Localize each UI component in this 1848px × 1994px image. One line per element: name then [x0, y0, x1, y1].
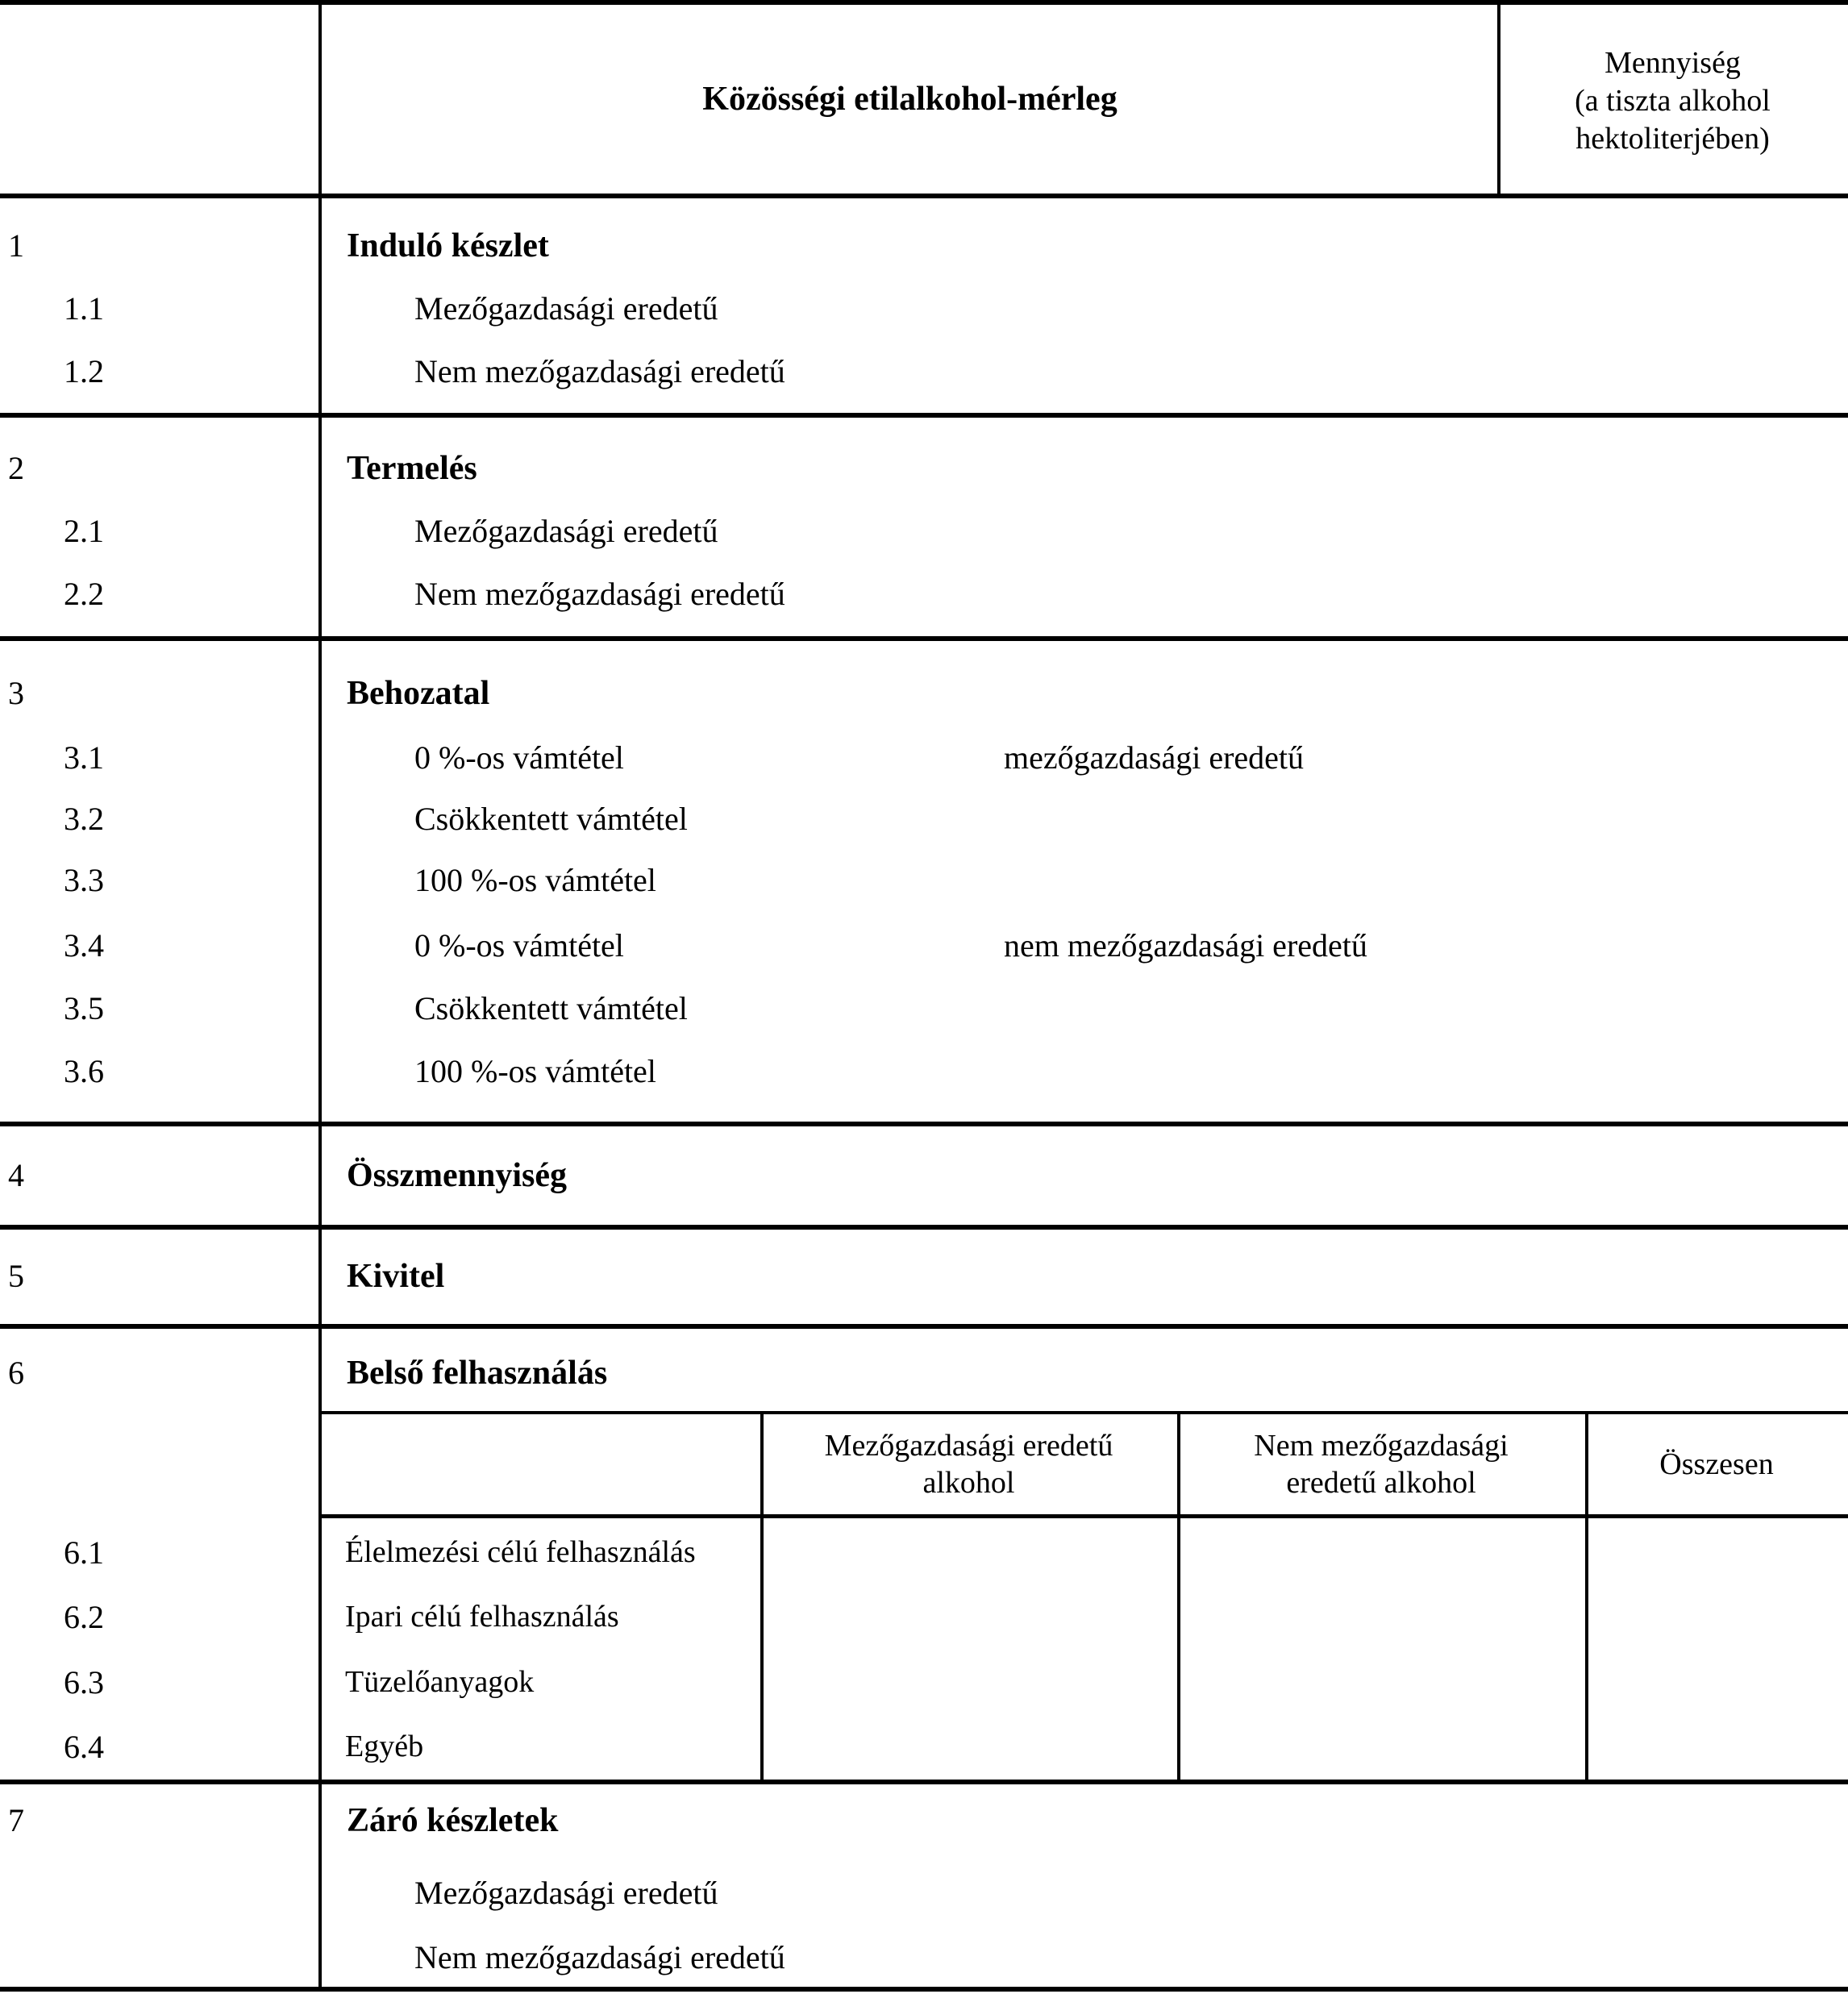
- item-extra-label: mezőgazdasági eredetű: [1004, 739, 1305, 776]
- item-label: Nem mezőgazdasági eredetű: [414, 1939, 785, 1975]
- item-number: 3.5: [64, 990, 104, 1026]
- section-number: 7: [8, 1802, 24, 1838]
- quantity-header-line2: (a tiszta alkohol: [1575, 84, 1771, 118]
- divider-section1-bottom: [0, 413, 1848, 418]
- item-label: 0 %-os vámtétel: [414, 739, 624, 776]
- form-title: Közösségi etilalkohol-mérleg: [702, 81, 1118, 118]
- divider-section4-bottom: [0, 1225, 1848, 1230]
- item-label: Egyéb: [345, 1730, 424, 1763]
- item-label: 0 %-os vámtétel: [414, 927, 624, 964]
- item-label: Tüzelőanyagok: [345, 1665, 535, 1699]
- divider-section6-bottom: [0, 1780, 1848, 1784]
- section-title: Összmennyiség: [347, 1157, 567, 1194]
- item-label: Mezőgazdasági eredetű: [414, 290, 718, 327]
- item-label: Élelmezési célú felhasználás: [345, 1535, 696, 1569]
- item-number: 2.2: [64, 576, 104, 612]
- col-header-agri-line1: Mezőgazdasági eredetű: [824, 1429, 1113, 1463]
- item-label: Ipari célú felhasználás: [345, 1600, 619, 1634]
- divider-section5-bottom: [0, 1324, 1848, 1329]
- col-header-agri-line2: alkohol: [922, 1466, 1015, 1500]
- section-title: Záró készletek: [347, 1802, 559, 1839]
- item-number: 2.1: [64, 513, 104, 549]
- item-label: Csökkentett vámtétel: [414, 801, 688, 837]
- inner-table-header-border: [322, 1514, 1848, 1518]
- divider-header-bottom: [0, 194, 1848, 198]
- item-number: 3.2: [64, 801, 104, 837]
- main-column-divider: [318, 0, 322, 1992]
- item-number: 6.1: [64, 1534, 104, 1571]
- item-extra-label: nem mezőgazdasági eredetű: [1004, 927, 1367, 964]
- section-title: Kivitel: [347, 1258, 445, 1295]
- section-title: Behozatal: [347, 675, 490, 712]
- section-number: 4: [8, 1157, 24, 1193]
- item-number: 6.3: [64, 1664, 104, 1701]
- item-label: Csökkentett vámtétel: [414, 990, 688, 1026]
- section-title: Termelés: [347, 450, 477, 487]
- item-label: Nem mezőgazdasági eredetű: [414, 353, 785, 389]
- item-number: 6.2: [64, 1599, 104, 1635]
- section-title: Belső felhasználás: [347, 1355, 608, 1392]
- item-number: 1.2: [64, 353, 104, 389]
- item-number: 3.6: [64, 1053, 104, 1089]
- section-number: 1: [8, 227, 24, 264]
- item-label: 100 %-os vámtétel: [414, 862, 656, 898]
- item-label: Nem mezőgazdasági eredetű: [414, 576, 785, 612]
- section-number: 6: [8, 1355, 24, 1391]
- item-label: Mezőgazdasági eredetű: [414, 1875, 718, 1911]
- section-number: 2: [8, 450, 24, 486]
- item-number: 3.4: [64, 927, 104, 964]
- quantity-header-line1: Mennyiség: [1605, 46, 1741, 80]
- item-label: 100 %-os vámtétel: [414, 1053, 656, 1089]
- col-header-total: Összesen: [1659, 1447, 1774, 1481]
- divider-section2-bottom: [0, 636, 1848, 641]
- item-number: 1.1: [64, 290, 104, 327]
- inner-table-top-border: [322, 1411, 1848, 1414]
- section-number: 3: [8, 675, 24, 711]
- item-label: Mezőgazdasági eredetű: [414, 513, 718, 549]
- section-number: 5: [8, 1258, 24, 1294]
- section-title: Induló készlet: [347, 227, 549, 264]
- divider-section3-bottom: [0, 1122, 1848, 1126]
- col-header-nonagri-line1: Nem mezőgazdasági: [1254, 1429, 1509, 1463]
- item-number: 3.3: [64, 862, 104, 898]
- divider-top: [0, 0, 1848, 5]
- quantity-header-line3: hektoliterjében): [1575, 122, 1770, 156]
- item-number: 6.4: [64, 1729, 104, 1765]
- item-number: 3.1: [64, 739, 104, 776]
- col-header-nonagri-line2: eredetű alkohol: [1286, 1466, 1476, 1500]
- divider-bottom: [0, 1987, 1848, 1992]
